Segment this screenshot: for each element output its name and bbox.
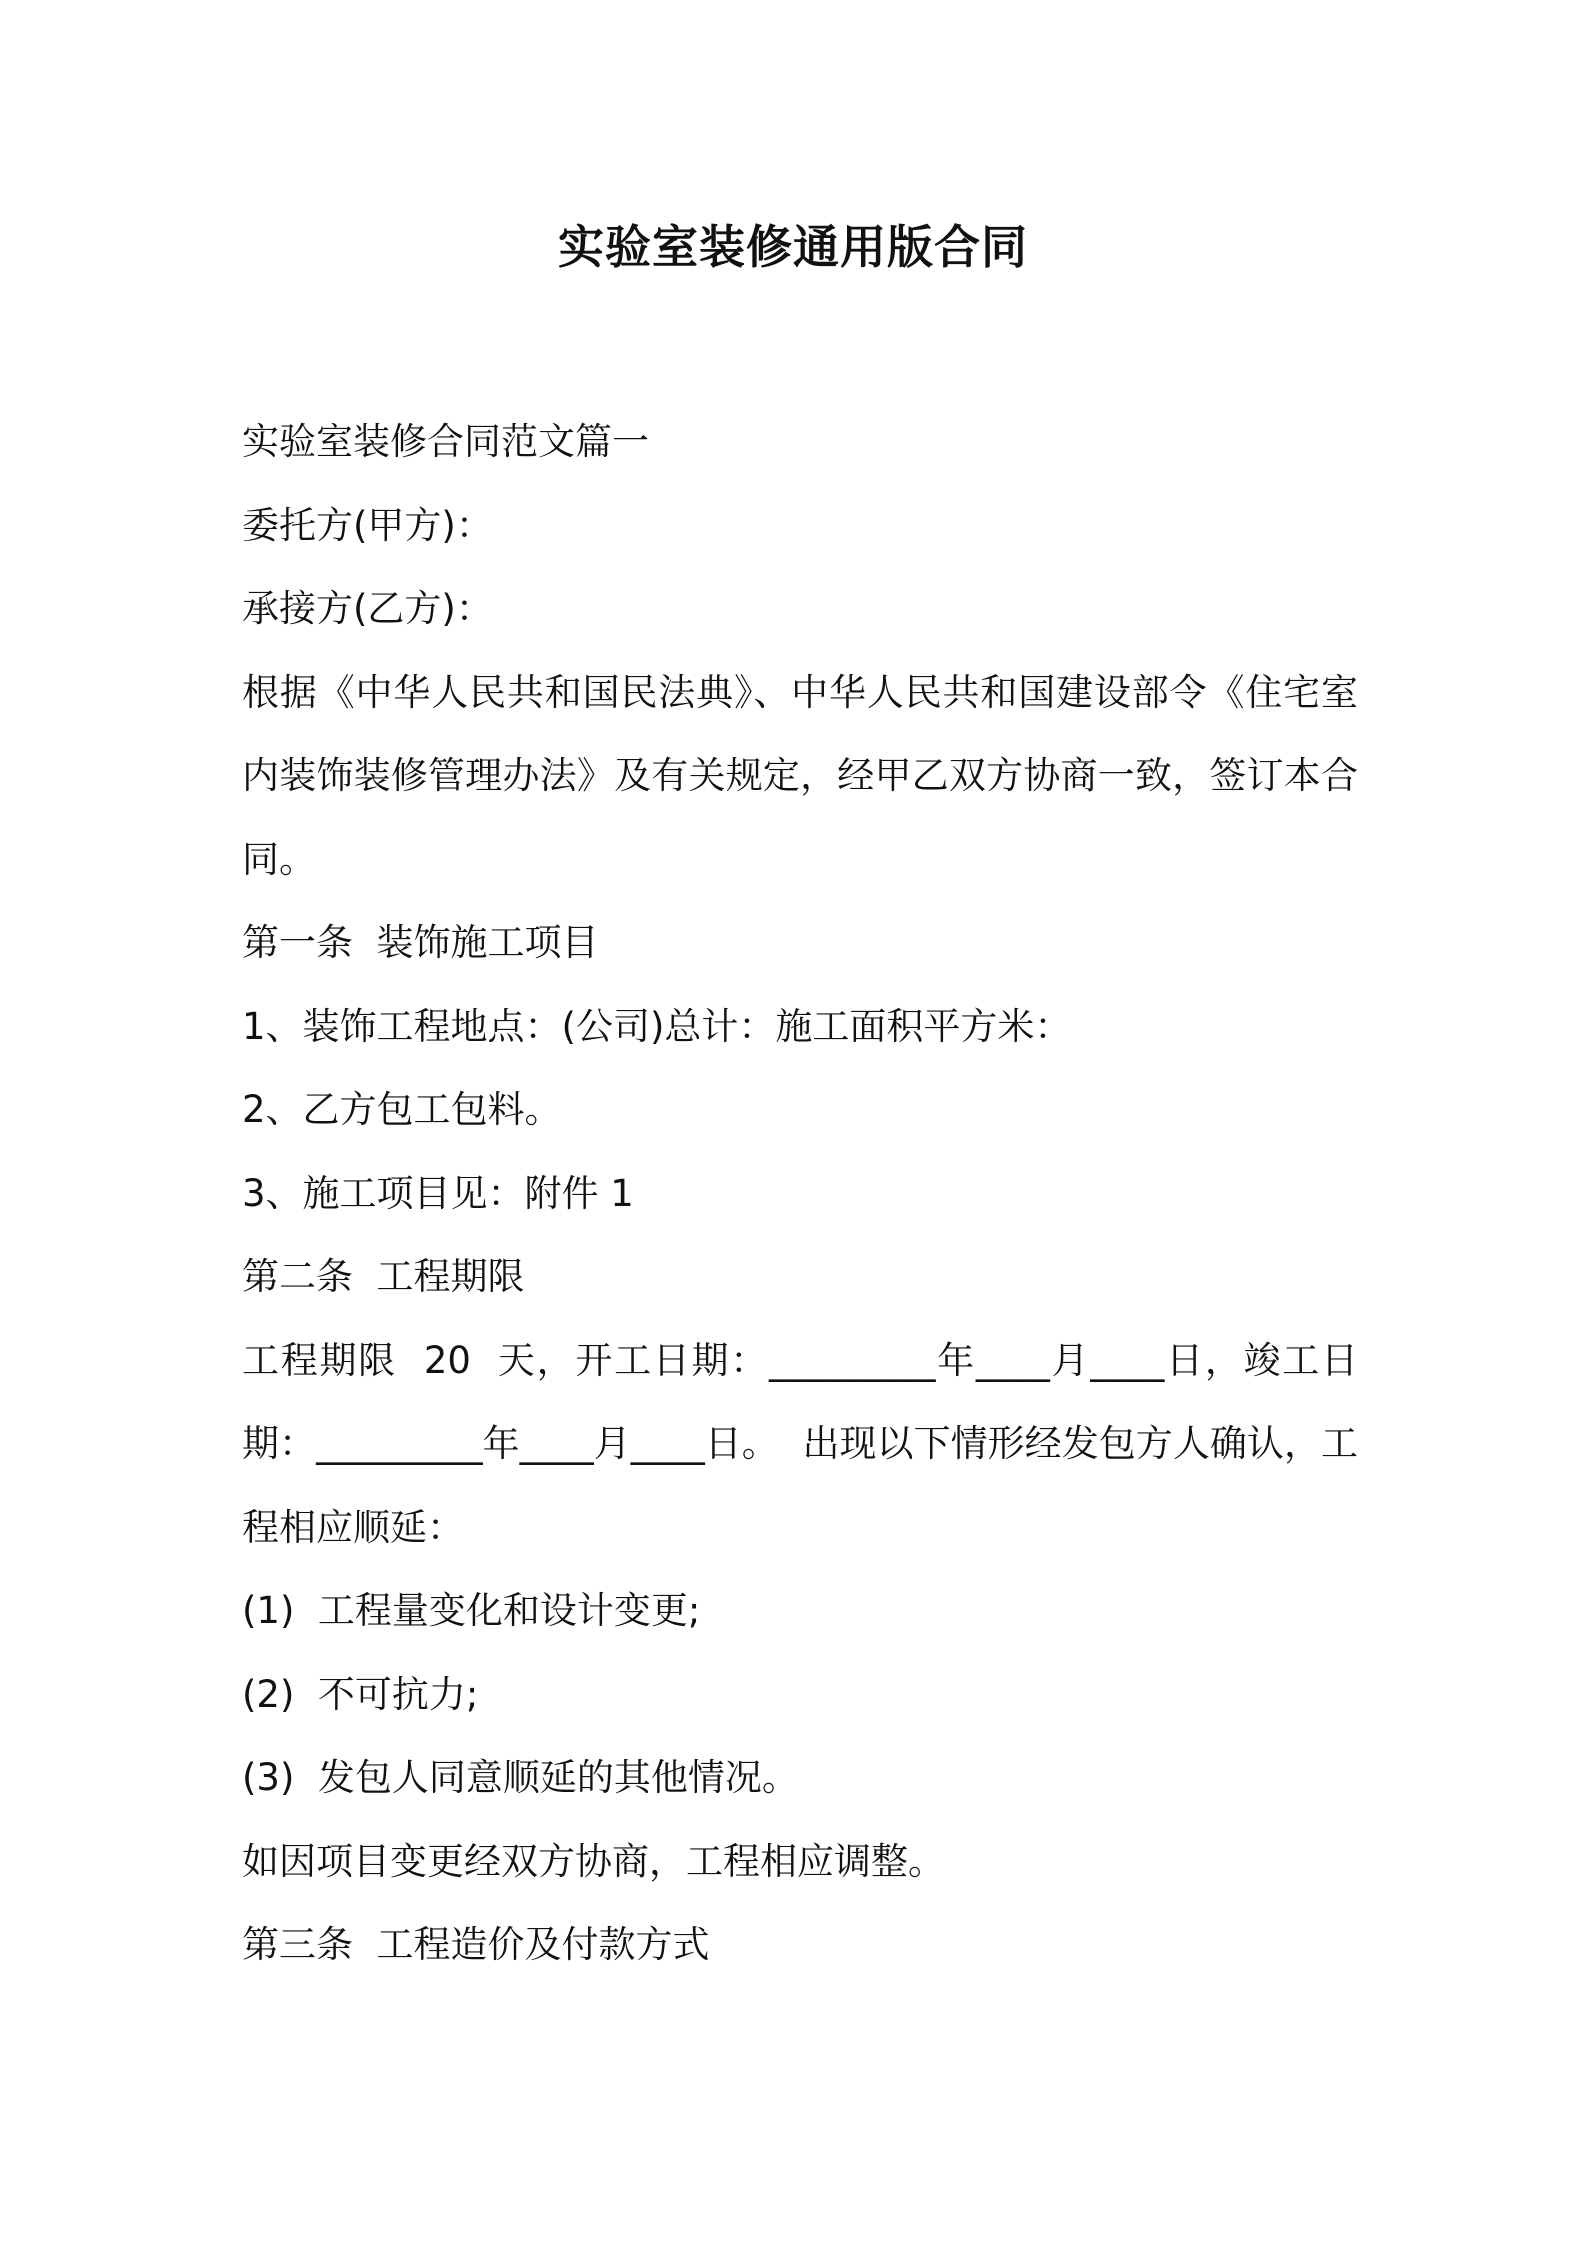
article-2-condition-1: (1) 工程量变化和设计变更; bbox=[242, 1589, 701, 1632]
article-2-heading: 第二条 工程期限 bbox=[242, 1255, 525, 1298]
article-1-heading: 第一条 装饰施工项目 bbox=[242, 921, 599, 964]
document-title: 实验室装修通用版合同 bbox=[558, 220, 1028, 274]
document-body bbox=[242, 400, 1358, 1987]
article-2-schedule-paragraph: 工程期限 20 天，开工日期：_________年____月____日，竣工日期：_________年____月____日。 出现以下情形经发包方人确认，工程相应顺延： bbox=[242, 1338, 1358, 1549]
section-heading: 实验室装修合同范文篇一 bbox=[242, 420, 649, 463]
article-2-adjustment-line: 如因项目变更经双方协商，工程相应调整。 bbox=[242, 1839, 945, 1883]
article-3-heading: 第三条 工程造价及付款方式 bbox=[242, 1923, 710, 1966]
article-2-condition-2: (2) 不可抗力; bbox=[242, 1672, 479, 1716]
preamble-paragraph: 根据《中华人民共和国民法典》、中华人民共和国建设部令《住宅室内装饰装修管理办法》及有关规定，经甲乙双方协商一致，签订本合同。 bbox=[242, 670, 1358, 881]
article-1-item-3: 3、施工项目见：附件 1 bbox=[242, 1171, 634, 1215]
client-party-line: 委托方(甲方)： bbox=[242, 503, 493, 547]
article-1-item-1: 1、装饰工程地点：(公司)总计：施工面积平方米： bbox=[242, 1004, 1072, 1048]
article-1-item-2: 2、乙方包工包料。 bbox=[242, 1088, 562, 1131]
contractor-party-line: 承接方(乙方)： bbox=[242, 587, 493, 630]
article-2-condition-3: (3) 发包人同意顺延的其他情况。 bbox=[242, 1756, 799, 1799]
